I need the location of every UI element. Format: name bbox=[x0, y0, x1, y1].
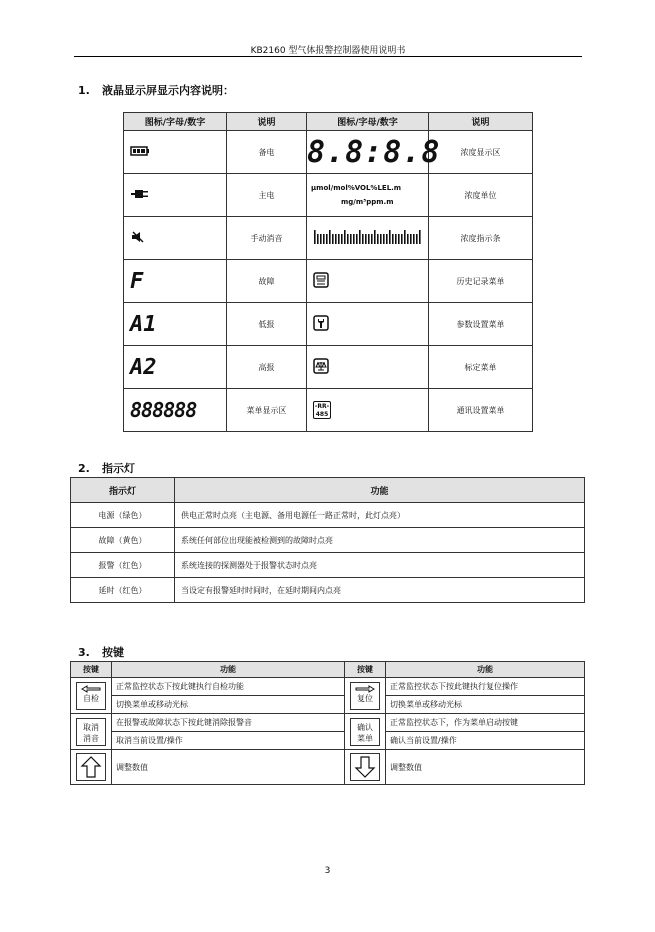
unit-line: μmol/mol%VOL%LEL.m bbox=[311, 184, 402, 192]
header-cell: 说明 bbox=[227, 113, 307, 131]
lcd-table-header bbox=[124, 113, 533, 131]
battery-icon bbox=[124, 131, 227, 174]
table-row bbox=[124, 217, 533, 260]
table-row bbox=[71, 553, 585, 578]
header-cell: 功能 bbox=[386, 662, 585, 678]
bar-segment bbox=[377, 234, 379, 244]
bar-segment bbox=[347, 234, 349, 244]
bar-segment bbox=[386, 234, 388, 244]
header-rule bbox=[74, 56, 582, 57]
bar-segment bbox=[326, 234, 328, 244]
bar-segment bbox=[365, 234, 367, 244]
section3-title bbox=[78, 644, 124, 660]
key-func: 调整数值 bbox=[386, 750, 585, 785]
indicator-func: 系统任何部位出现能被检测到的故障时点亮 bbox=[175, 528, 585, 553]
cancel-mute-key bbox=[71, 714, 112, 750]
bar-segment bbox=[314, 230, 316, 244]
key-func: 正常监控状态下按此键执行自检功能 bbox=[112, 678, 345, 696]
keys-table-header bbox=[71, 662, 585, 678]
header-cell: 说明 bbox=[429, 113, 533, 131]
bar-segment bbox=[320, 234, 322, 244]
table-row bbox=[124, 389, 533, 432]
table-row bbox=[71, 528, 585, 553]
bar-segment bbox=[401, 234, 403, 244]
history-icon bbox=[307, 260, 429, 303]
desc-cell: 浓度指示条 bbox=[429, 217, 533, 260]
table-row bbox=[124, 260, 533, 303]
indicator-table-header bbox=[71, 478, 585, 503]
fault-glyph: F bbox=[124, 260, 227, 303]
key-func: 调整数值 bbox=[112, 750, 345, 785]
high-alarm-glyph: A2 bbox=[124, 346, 227, 389]
confirm-menu-key-icon: 确认 菜单 bbox=[350, 718, 380, 746]
up-arrow-icon bbox=[76, 753, 106, 781]
table-row bbox=[124, 131, 533, 174]
table-row bbox=[71, 503, 585, 528]
desc-cell: 主电 bbox=[227, 174, 307, 217]
desc-cell: 标定菜单 bbox=[429, 346, 533, 389]
indicator-name: 故障（黄色） bbox=[71, 528, 175, 553]
indicator-name: 电源（绿色） bbox=[71, 503, 175, 528]
confirm-menu-key bbox=[345, 714, 386, 750]
indicator-name: 报警（红色） bbox=[71, 553, 175, 578]
bar-segment bbox=[398, 234, 400, 244]
plug-icon bbox=[124, 174, 227, 217]
table-row bbox=[71, 678, 585, 696]
section1-title bbox=[78, 82, 234, 98]
bar-segment bbox=[317, 234, 319, 244]
self-test-key bbox=[71, 678, 112, 714]
bar-segment bbox=[419, 230, 421, 244]
concentration-digits: 8.8:8.8 bbox=[307, 131, 429, 174]
section2-heading: 指示灯 bbox=[102, 462, 135, 475]
bar-segment bbox=[362, 234, 364, 244]
self-test-key-icon: 自检 bbox=[76, 682, 106, 710]
bar-segment bbox=[323, 234, 325, 244]
bar-segment bbox=[371, 234, 373, 244]
doc-header: KB2160 型气体报警控制器使用说明书 bbox=[250, 46, 406, 56]
bar-segment bbox=[392, 234, 394, 244]
table-row bbox=[71, 696, 585, 714]
bar-segment bbox=[332, 234, 334, 244]
indicator-table bbox=[70, 477, 585, 603]
keys-table bbox=[70, 661, 585, 785]
key-func: 切换菜单或移动光标 bbox=[386, 696, 585, 714]
desc-cell: 历史记录菜单 bbox=[429, 260, 533, 303]
indicator-func: 系统连接的探测器处于报警状态时点亮 bbox=[175, 553, 585, 578]
table-row bbox=[124, 303, 533, 346]
indicator-name: 延时（红色） bbox=[71, 578, 175, 603]
desc-cell: 高报 bbox=[227, 346, 307, 389]
table-row bbox=[71, 732, 585, 750]
section1-number: 1. bbox=[78, 84, 90, 97]
header-cell: 图标/字母/数字 bbox=[307, 113, 429, 131]
bar-indicator-icon bbox=[307, 217, 429, 260]
table-row bbox=[124, 174, 533, 217]
bar-segment bbox=[341, 234, 343, 244]
header-cell: 功能 bbox=[112, 662, 345, 678]
bar-segment bbox=[416, 234, 418, 244]
menu-display-glyph: 888888 bbox=[124, 389, 227, 432]
scale-icon bbox=[307, 346, 429, 389]
bar-segment bbox=[413, 234, 415, 244]
bar-segment bbox=[353, 234, 355, 244]
key-func: 正常监控状态下，作为菜单启动按键 bbox=[386, 714, 585, 732]
header-cell: 按键 bbox=[345, 662, 386, 678]
header-cell: 功能 bbox=[175, 478, 585, 503]
header-cell: 指示灯 bbox=[71, 478, 175, 503]
key-func: 正常监控状态下按此键执行复位操作 bbox=[386, 678, 585, 696]
desc-cell: 备电 bbox=[227, 131, 307, 174]
key-func: 切换菜单或移动光标 bbox=[112, 696, 345, 714]
indicator-func: 当设定有报警延时时间时，在延时期间内点亮 bbox=[175, 578, 585, 603]
table-row bbox=[71, 750, 585, 785]
rs485-icon: -RR- 485 bbox=[307, 389, 429, 432]
bar-segment bbox=[404, 230, 406, 244]
unit-glyphs bbox=[307, 174, 429, 217]
key-func: 取消当前设置/操作 bbox=[112, 732, 345, 750]
bar-segment bbox=[359, 230, 361, 244]
wrench-icon bbox=[307, 303, 429, 346]
lcd-content-table bbox=[123, 112, 533, 432]
reset-key-icon: 复位 bbox=[350, 682, 380, 710]
down-key bbox=[345, 750, 386, 785]
up-key bbox=[71, 750, 112, 785]
bar-segment bbox=[383, 234, 385, 244]
cancel-mute-key-icon: 取消 消音 bbox=[76, 718, 106, 746]
reset-key bbox=[345, 678, 386, 714]
down-arrow-icon bbox=[350, 753, 380, 781]
section2-number: 2. bbox=[78, 462, 90, 475]
table-row bbox=[71, 714, 585, 732]
desc-cell: 故障 bbox=[227, 260, 307, 303]
desc-cell: 菜单显示区 bbox=[227, 389, 307, 432]
bar-segment bbox=[329, 230, 331, 244]
bar-segment bbox=[350, 234, 352, 244]
low-alarm-glyph: A1 bbox=[124, 303, 227, 346]
page-number: 3 bbox=[324, 866, 331, 876]
table-row bbox=[124, 346, 533, 389]
bar-segment bbox=[395, 234, 397, 244]
table-row bbox=[71, 578, 585, 603]
bar-segment bbox=[356, 234, 358, 244]
bar-segment bbox=[410, 234, 412, 244]
bar-segment bbox=[338, 234, 340, 244]
header-cell: 按键 bbox=[71, 662, 112, 678]
desc-cell: 通讯设置菜单 bbox=[429, 389, 533, 432]
desc-cell: 手动消音 bbox=[227, 217, 307, 260]
bar-segment bbox=[380, 234, 382, 244]
bar-segment bbox=[374, 230, 376, 244]
section3-number: 3. bbox=[78, 646, 90, 659]
section3-heading: 按键 bbox=[102, 646, 124, 659]
key-func: 在报警或故障状态下按此键消除报警音 bbox=[112, 714, 345, 732]
unit-line: mg/m³ppm.m bbox=[341, 198, 394, 206]
section2-title bbox=[78, 460, 135, 476]
desc-cell: 参数设置菜单 bbox=[429, 303, 533, 346]
bar-segment bbox=[389, 230, 391, 244]
desc-cell: 低报 bbox=[227, 303, 307, 346]
indicator-func: 供电正常时点亮（主电源、备用电源任一路正常时，此灯点亮） bbox=[175, 503, 585, 528]
section1-heading: 液晶显示屏显示内容说明： bbox=[102, 84, 234, 97]
bar-segment bbox=[407, 234, 409, 244]
bar-segment bbox=[368, 234, 370, 244]
desc-cell: 浓度显示区 bbox=[429, 131, 533, 174]
bar-segment bbox=[335, 234, 337, 244]
desc-cell: 浓度单位 bbox=[429, 174, 533, 217]
bar-segment bbox=[344, 230, 346, 244]
mute-icon bbox=[124, 217, 227, 260]
header-cell: 图标/字母/数字 bbox=[124, 113, 227, 131]
key-func: 确认当前设置/操作 bbox=[386, 732, 585, 750]
